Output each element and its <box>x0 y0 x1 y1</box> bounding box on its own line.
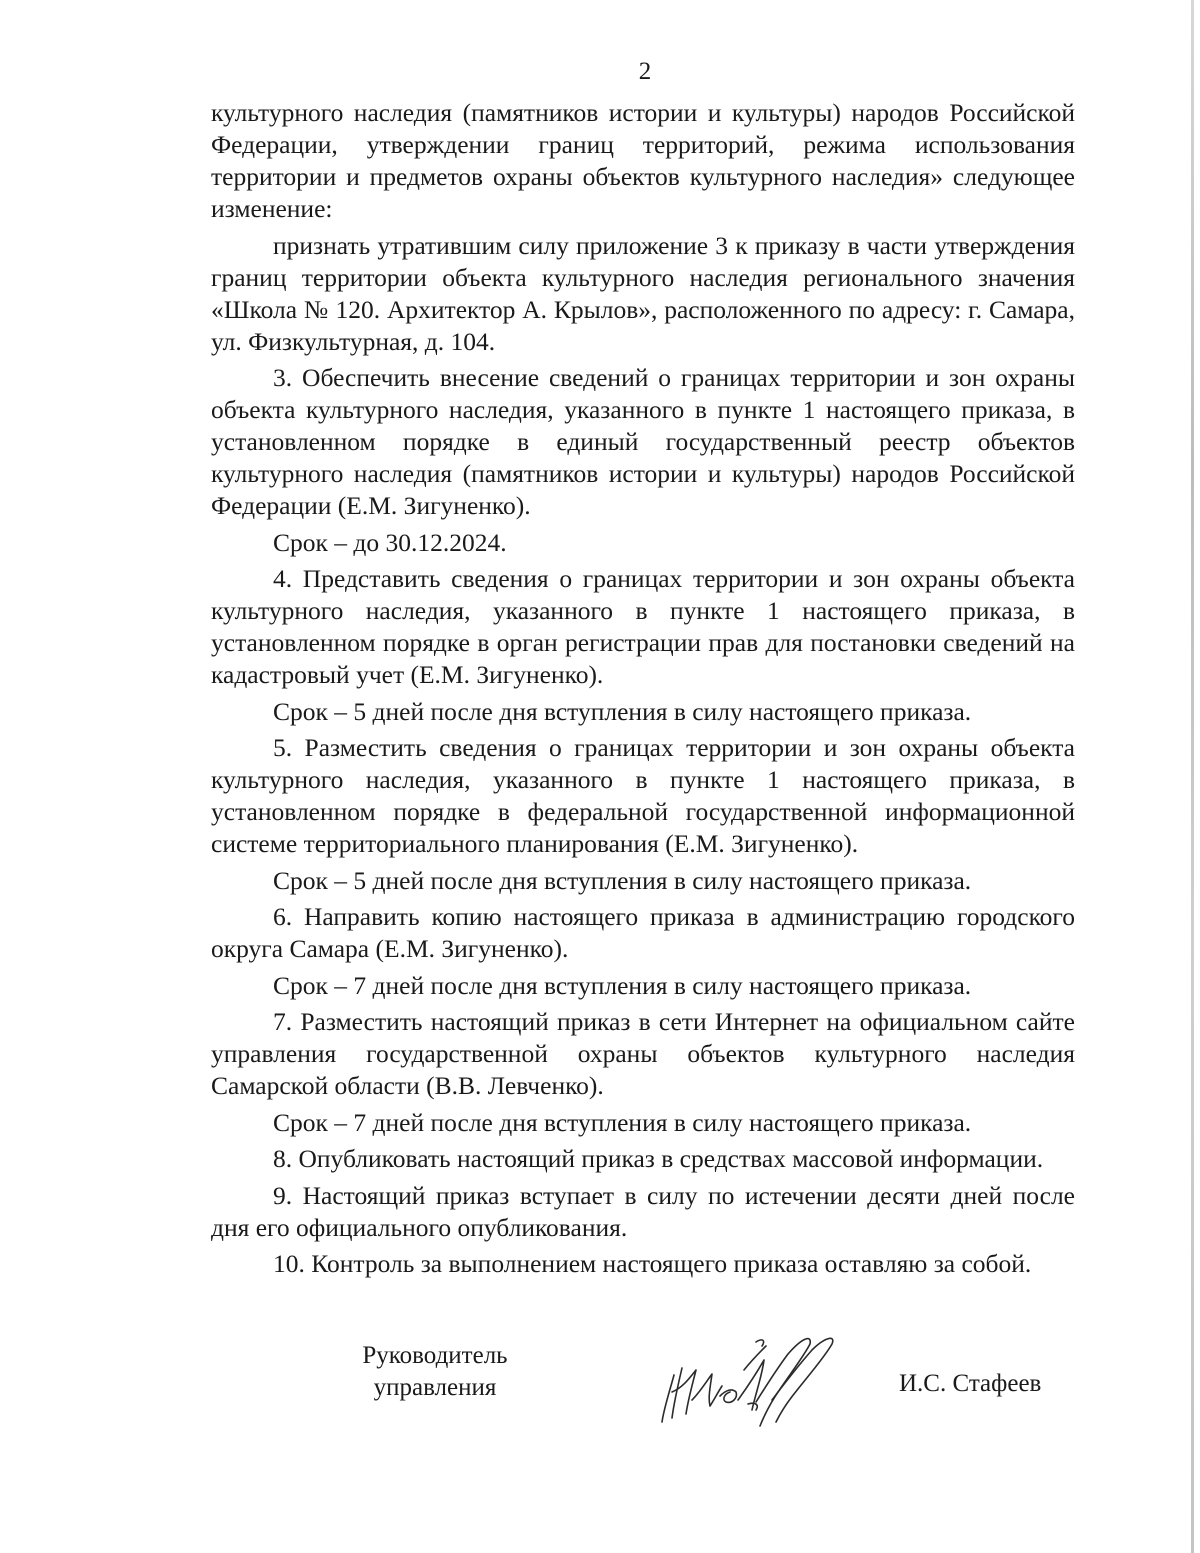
paragraph: 8. Опубликовать настоящий приказ в средствах массовой информации. <box>273 1144 1044 1173</box>
scan-edge <box>1191 0 1194 1553</box>
signatory-title-line2: управления <box>373 1374 497 1401</box>
page-number: 2 <box>638 58 652 85</box>
deadline-paragraph: Срок – 5 дней после дня вступления в силу настоящего приказа. <box>273 865 972 895</box>
paragraph: 9. Настоящий приказ вступает в силу по истечении десяти дней после дня его официального опубликования. <box>211 1180 1075 1242</box>
paragraph: 10. Контроль за выполнением настоящего приказа оставляю за собой. <box>273 1249 1032 1278</box>
paragraph: культурного наследия (памятников истории и культуры) народов Российской Федерации, утверждении границ территорий, режима использования территории и предметов охраны объектов культурного наследия» следующее изменение: <box>211 98 1075 223</box>
signature-block <box>0 1340 1200 1460</box>
deadline-paragraph: Срок – 5 дней после дня вступления в силу настоящего приказа. <box>273 696 972 726</box>
signatory-title <box>357 1340 513 1404</box>
handwritten-signature-icon <box>652 1330 852 1430</box>
deadline-paragraph: Срок – 7 дней после дня вступления в силу настоящего приказа. <box>273 970 972 1000</box>
paragraph: 6. Направить копию настоящего приказа в администрацию городского округа Самара (Е.М. Зигуненко). <box>211 902 1075 963</box>
paragraph: 7. Разместить настоящий приказ в сети Интернет на официальном сайте управления государственной охраны объектов культурного наследия Самарской области (В.В. Левченко). <box>211 1007 1075 1100</box>
paragraph: 5. Разместить сведения о границах территории и зон охраны объекта культурного наследия, указанного в пункте 1 настоящего приказа, в установленном порядке в федеральной государственной информационной системе территориального планирования (Е.М. Зигуненко). <box>211 733 1075 858</box>
paragraph: признать утратившим силу приложение 3 к приказу в части утверждения границ территории объекта культурного наследия регионального значения «Школа № 120. Архитектор А. Крылов», расположенного по адресу: г. Самара, ул. Физкультурная, д. 104. <box>211 230 1075 356</box>
signatory-name: И.С. Стафеев <box>899 1370 1042 1397</box>
deadline-paragraph: Срок – 7 дней после дня вступления в силу настоящего приказа. <box>273 1107 972 1137</box>
deadline-paragraph: Срок – до 30.12.2024. <box>273 527 507 557</box>
paragraph: 3. Обеспечить внесение сведений о границах территории и зон охраны объекта культурного наследия, указанного в пункте 1 настоящего приказа, в установленном порядке в единый государственный реестр объектов культурного наследия (памятников истории и культуры) народов Российской Федерации (Е.М. Зигуненко). <box>211 363 1075 520</box>
signatory-title-line1: Руководитель <box>362 1342 508 1369</box>
document-body <box>211 97 1075 1285</box>
paragraph: 4. Представить сведения о границах территории и зон охраны объекта культурного наследия, указанного в пункте 1 настоящего приказа, в установленном порядке в орган регистрации прав для постановки сведений на кадастровый учет (Е.М. Зигуненко). <box>211 564 1075 689</box>
